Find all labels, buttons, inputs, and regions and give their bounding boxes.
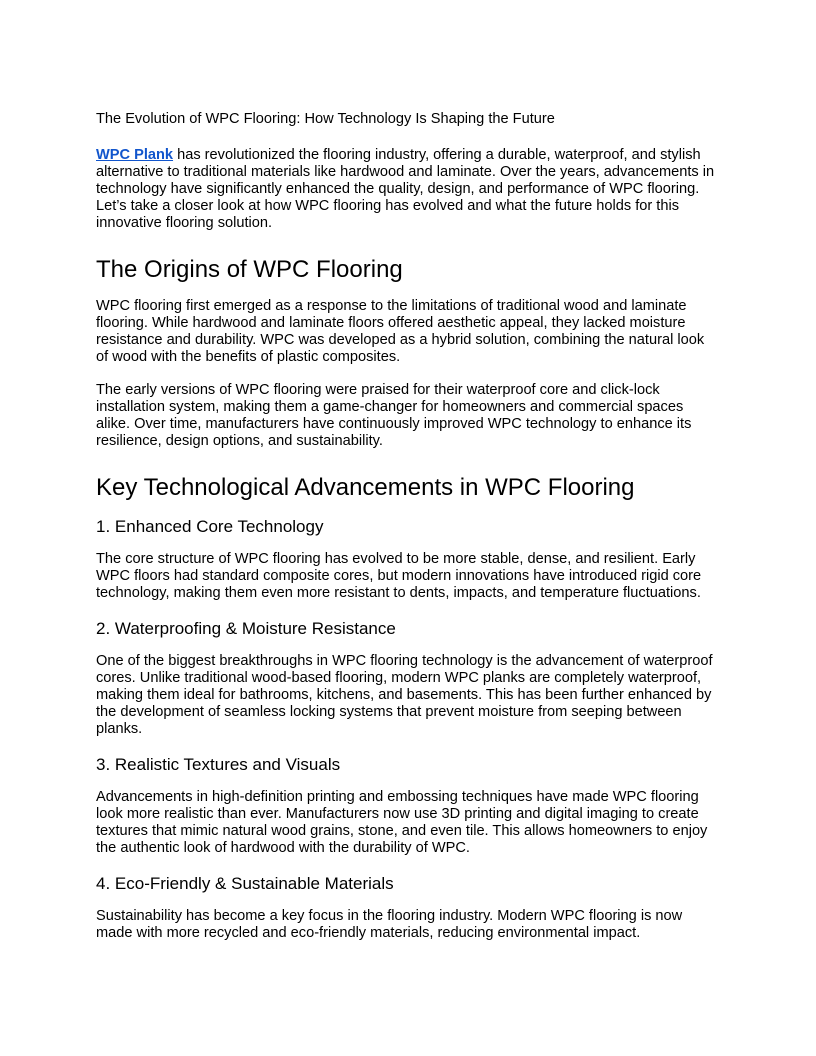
- origins-heading: The Origins of WPC Flooring: [96, 256, 403, 283]
- advancement-textures: [96, 755, 720, 857]
- advancement-heading: 1. Enhanced Core Technology: [96, 517, 324, 536]
- advancement-text: One of the biggest breakthroughs in WPC flooring technology is the advancement of waterproof cores. Unlike traditional wood-based flooring, modern WPC planks are completely waterproof, making them ideal for bathrooms, kitchens, and basements. This has been further enhanced by the development of seamless locking systems that prevent moisture from seeping between planks.: [96, 653, 713, 737]
- origins-paragraph-2: The early versions of WPC flooring were praised for their waterproof core and click-lock installation system, making them a game-changer for homeowners and commercial spaces alike. Over time, manufacturers have continuously improved WPC technology to enhance its resilience, design options, and sustainability.: [96, 382, 692, 449]
- advancement-text: Advancements in high-definition printing and embossing techniques have made WPC flooring look more realistic than ever. Manufacturers now use 3D printing and digital imaging to create textures that mimic natural wood grains, stone, and even tile. This allows homeowners to enjoy the authentic look of hardwood with the durability of WPC.: [96, 789, 708, 856]
- advancement-heading: 2. Waterproofing & Moisture Resistance: [96, 619, 396, 638]
- origins-paragraph-1: WPC flooring first emerged as a response to the limitations of traditional wood and laminate flooring. While hardwood and laminate floors offered aesthetic appeal, they lacked moisture resistance and durability. WPC was developed as a hybrid solution, combining the natural look of wood with the benefits of plastic composites.: [96, 298, 705, 365]
- advancement-text: Sustainability has become a key focus in the flooring industry. Modern WPC flooring is now made with more recycled and eco-friendly materials, reducing environmental impact.: [96, 908, 683, 941]
- intro-text: has revolutionized the flooring industry, offering a durable, waterproof, and stylish alternative to traditional materials like hardwood and laminate. Over the years, advancements in technology have significantly enhanced the quality, design, and performance of WPC flooring. Let’s take a closer look at how WPC flooring has evolved and what the future holds for this innovative flooring solution.: [96, 147, 715, 231]
- advancement-text: The core structure of WPC flooring has evolved to be more stable, dense, and resilient. Early WPC floors had standard composite cores, but modern innovations have introduced rigid core technology, making them even more resistant to dents, impacts, and temperature fluctuations.: [96, 551, 702, 601]
- advancement-eco-friendly: [96, 874, 720, 942]
- advancements-heading: Key Technological Advancements in WPC Flooring: [96, 474, 635, 501]
- intro-paragraph: [96, 147, 720, 232]
- advancement-core-technology: [96, 517, 720, 602]
- advancement-heading: 4. Eco-Friendly & Sustainable Materials: [96, 874, 394, 893]
- document-title: The Evolution of WPC Flooring: How Technology Is Shaping the Future: [96, 111, 555, 127]
- advancement-heading: 3. Realistic Textures and Visuals: [96, 755, 341, 774]
- document-page: [96, 111, 720, 959]
- wpc-plank-link[interactable]: WPC Plank: [96, 147, 174, 163]
- advancement-waterproofing: [96, 619, 720, 738]
